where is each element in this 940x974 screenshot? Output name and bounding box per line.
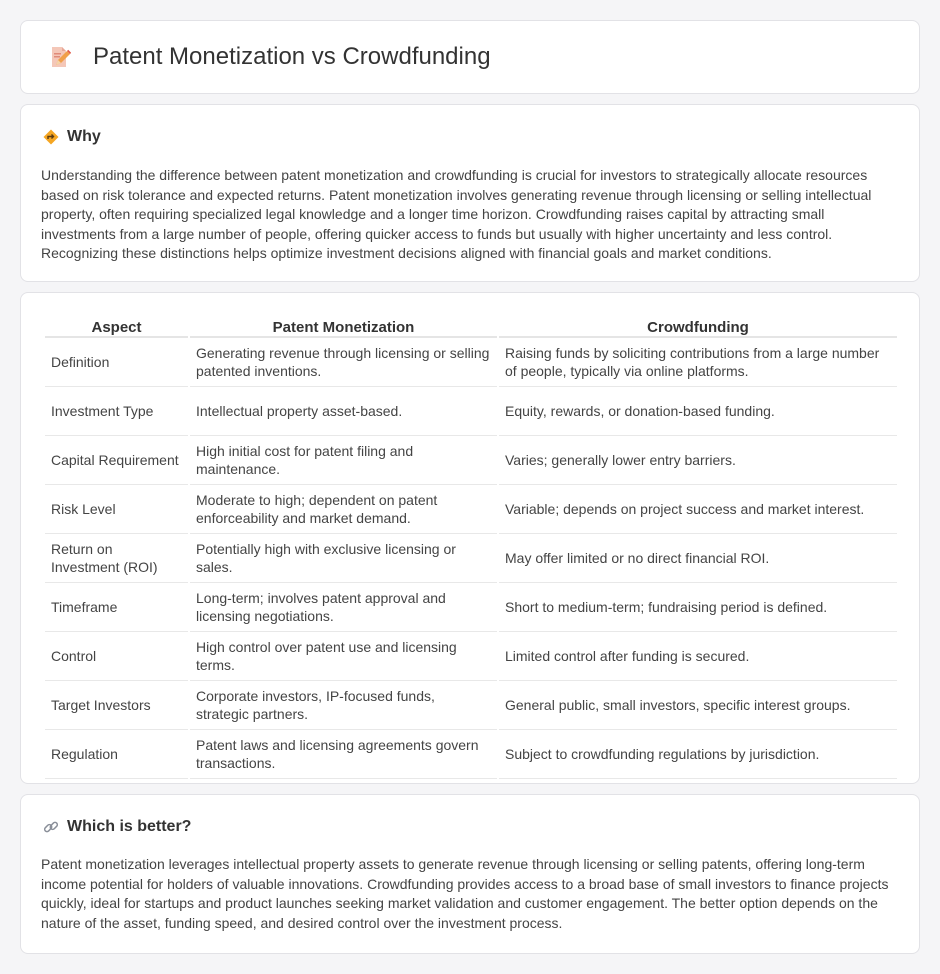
which-is-better-section	[20, 794, 920, 954]
why-heading	[43, 128, 101, 146]
cell-crowd: Raising funds by soliciting contributions from a large number of people, typically via online platforms.	[499, 338, 897, 387]
better-body: Patent monetization leverages intellectual property assets to generate revenue through licensing or selling patents, offering long-term income potential for holders of valuable innovations. Crowdfunding provides access to a broad base of small investors to finance projects quickly, ideal for startups and product launches seeking market validation and customer engagement. The better option depends on the nature of the asset, funding speed, and desired control over the investment process.	[41, 856, 889, 931]
cell-aspect: Investment Type	[45, 387, 188, 436]
link-icon	[43, 819, 59, 835]
cell-aspect: Return on Investment (ROI)	[45, 534, 188, 583]
cell-patent: Moderate to high; dependent on patent enforceability and market demand.	[190, 485, 497, 534]
header-patent-monetization: Patent Monetization	[190, 315, 497, 338]
cell-crowd: Varies; generally lower entry barriers.	[499, 436, 897, 485]
cell-patent: Potentially high with exclusive licensing or sales.	[190, 534, 497, 583]
cell-crowd: General public, small investors, specific interest groups.	[499, 681, 897, 730]
table-row	[45, 338, 897, 387]
pencil-document-icon	[47, 45, 71, 69]
cell-patent: High control over patent use and licensing terms.	[190, 632, 497, 681]
cell-aspect: Risk Level	[45, 485, 188, 534]
why-body: Understanding the difference between patent monetization and crowdfunding is crucial for investors to strategically allocate resources based on risk tolerance and expected returns. Patent monetization involves generating revenue through licensing or selling intellectual property, often requiring specialized legal knowledge and a longer time horizon. Crowdfunding raises capital by attracting small investments from a large number of people, offering quicker access to funds but usually with higher uncertainty and less control. Recognizing these distinctions helps optimize investment decisions aligned with financial goals and market conditions.	[41, 167, 872, 262]
table-row	[45, 485, 897, 534]
table-row	[45, 681, 897, 730]
cell-patent: Corporate investors, IP-focused funds, strategic partners.	[190, 681, 497, 730]
cell-patent: Long-term; involves patent approval and licensing negotiations.	[190, 583, 497, 632]
cell-patent: Generating revenue through licensing or selling patented inventions.	[190, 338, 497, 387]
cell-aspect: Definition	[45, 338, 188, 387]
why-title: Why	[67, 128, 101, 145]
cell-crowd: Variable; depends on project success and market interest.	[499, 485, 897, 534]
comparison-table	[43, 315, 899, 779]
page-title: Patent Monetization vs Crowdfunding	[93, 43, 491, 70]
table-row	[45, 436, 897, 485]
header-crowdfunding: Crowdfunding	[499, 315, 897, 338]
cell-crowd: Limited control after funding is secured.	[499, 632, 897, 681]
table-header-row	[45, 315, 897, 338]
table-row	[45, 534, 897, 583]
cell-aspect: Capital Requirement	[45, 436, 188, 485]
cell-aspect: Control	[45, 632, 188, 681]
cell-crowd: Short to medium-term; fundraising period is defined.	[499, 583, 897, 632]
cell-aspect: Regulation	[45, 730, 188, 779]
cell-crowd: May offer limited or no direct financial ROI.	[499, 534, 897, 583]
table-row	[45, 730, 897, 779]
why-section	[20, 104, 920, 282]
title-card	[20, 20, 920, 94]
header-aspect: Aspect	[45, 315, 188, 338]
table-row	[45, 387, 897, 436]
cell-patent: Intellectual property asset-based.	[190, 387, 497, 436]
table-row	[45, 632, 897, 681]
table-row	[45, 583, 897, 632]
cell-crowd: Equity, rewards, or donation-based funding.	[499, 387, 897, 436]
better-heading	[43, 818, 191, 836]
cell-patent: High initial cost for patent filing and maintenance.	[190, 436, 497, 485]
diamond-road-sign-icon	[43, 129, 59, 145]
cell-crowd: Subject to crowdfunding regulations by jurisdiction.	[499, 730, 897, 779]
cell-aspect: Timeframe	[45, 583, 188, 632]
cell-patent: Patent laws and licensing agreements govern transactions.	[190, 730, 497, 779]
better-title: Which is better?	[67, 818, 192, 835]
cell-aspect: Target Investors	[45, 681, 188, 730]
comparison-table-card	[20, 292, 920, 784]
